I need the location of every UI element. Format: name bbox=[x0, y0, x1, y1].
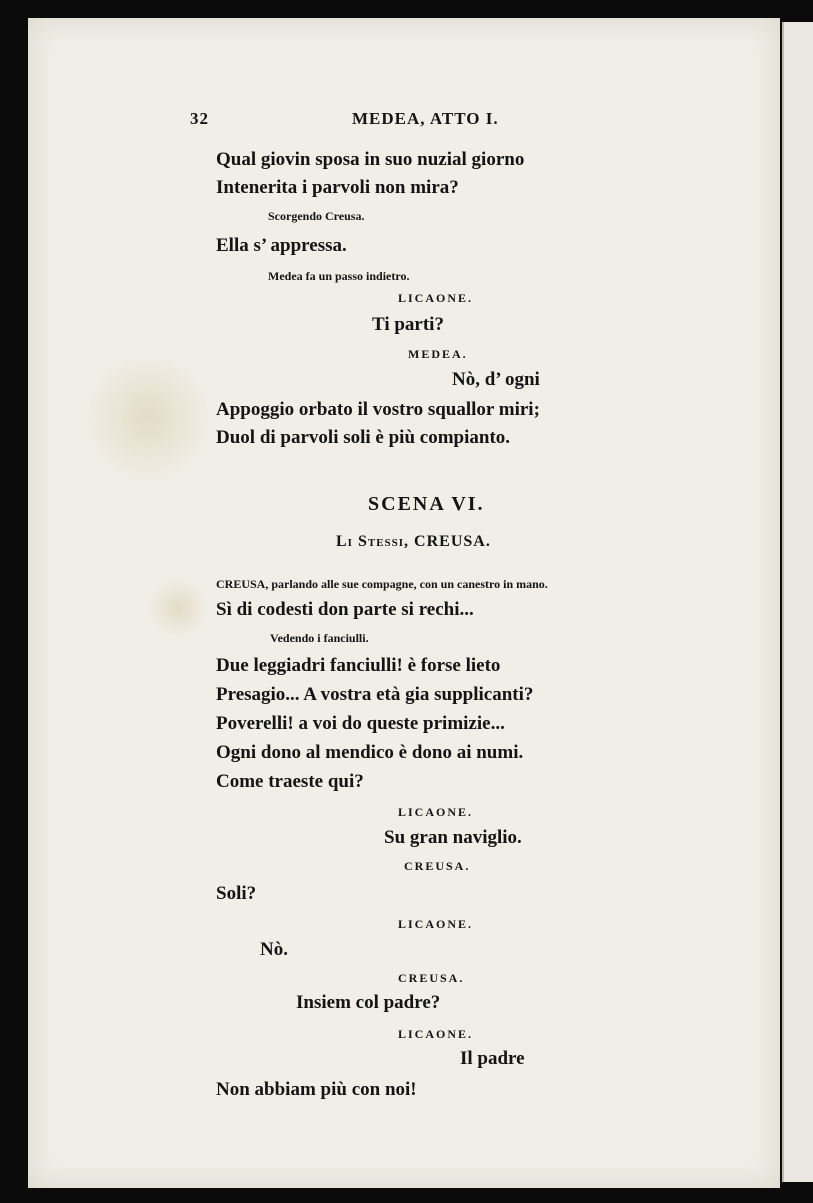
verse-line: Ogni dono al mendico è dono ai numi. bbox=[216, 742, 524, 763]
verse-line: Nò, d’ ogni bbox=[452, 369, 540, 390]
verse-line: Appoggio orbato il vostro squallor miri; bbox=[216, 399, 540, 420]
speaker-name: MEDEA. bbox=[408, 347, 468, 361]
verse-line: Il padre bbox=[460, 1048, 525, 1069]
page-number: 32 bbox=[190, 109, 209, 128]
paper-stain bbox=[88, 348, 208, 488]
verse-line: Ella s’ appressa. bbox=[216, 235, 347, 256]
verse-line: Duol di parvoli soli è più compianto. bbox=[216, 427, 511, 448]
verse-line: Presagio... A vostra età gia supplicanti? bbox=[216, 684, 534, 705]
verse-line: Ti parti? bbox=[372, 314, 444, 335]
speaker-name: LICAONE. bbox=[398, 1027, 474, 1041]
verse-line: Non abbiam più con noi! bbox=[216, 1079, 417, 1100]
stage-direction: CREUSA, parlando alle sue compagne, con un canestro in mano. bbox=[216, 577, 548, 591]
verse-line: Sì di codesti don parte si rechi... bbox=[216, 599, 474, 620]
stage-direction: Vedendo i fanciulli. bbox=[270, 631, 369, 645]
verse-line: Qual giovin sposa in suo nuzial giorno bbox=[216, 149, 525, 170]
speaker-name: LICAONE. bbox=[398, 291, 474, 305]
verse-line: Insiem col padre? bbox=[296, 992, 441, 1013]
paper-stain bbox=[148, 578, 208, 638]
running-title: MEDEA, ATTO I. bbox=[352, 109, 499, 128]
stage-direction: Scorgendo Creusa. bbox=[268, 209, 365, 223]
speaker-name: LICAONE. bbox=[398, 917, 474, 931]
verse-line: Soli? bbox=[216, 883, 257, 904]
verse-line: Come traeste qui? bbox=[216, 771, 364, 792]
verse-line: Su gran naviglio. bbox=[384, 827, 522, 848]
scene-cast: Li Stessi, CREUSA. bbox=[336, 533, 491, 550]
verse-line: Poverelli! a voi do queste primizie... bbox=[216, 713, 505, 734]
verse-line: Intenerita i parvoli non mira? bbox=[216, 177, 459, 198]
facing-page-edge bbox=[782, 22, 813, 1182]
stage-direction: Medea fa un passo indietro. bbox=[268, 269, 410, 283]
scene-heading: SCENA VI. bbox=[368, 493, 485, 515]
verse-line: Nò. bbox=[260, 939, 288, 960]
speaker-name: CREUSA. bbox=[404, 859, 471, 873]
speaker-name: CREUSA. bbox=[398, 971, 465, 985]
verse-line: Due leggiadri fanciulli! è forse lieto bbox=[216, 655, 501, 676]
speaker-name: LICAONE. bbox=[398, 805, 474, 819]
